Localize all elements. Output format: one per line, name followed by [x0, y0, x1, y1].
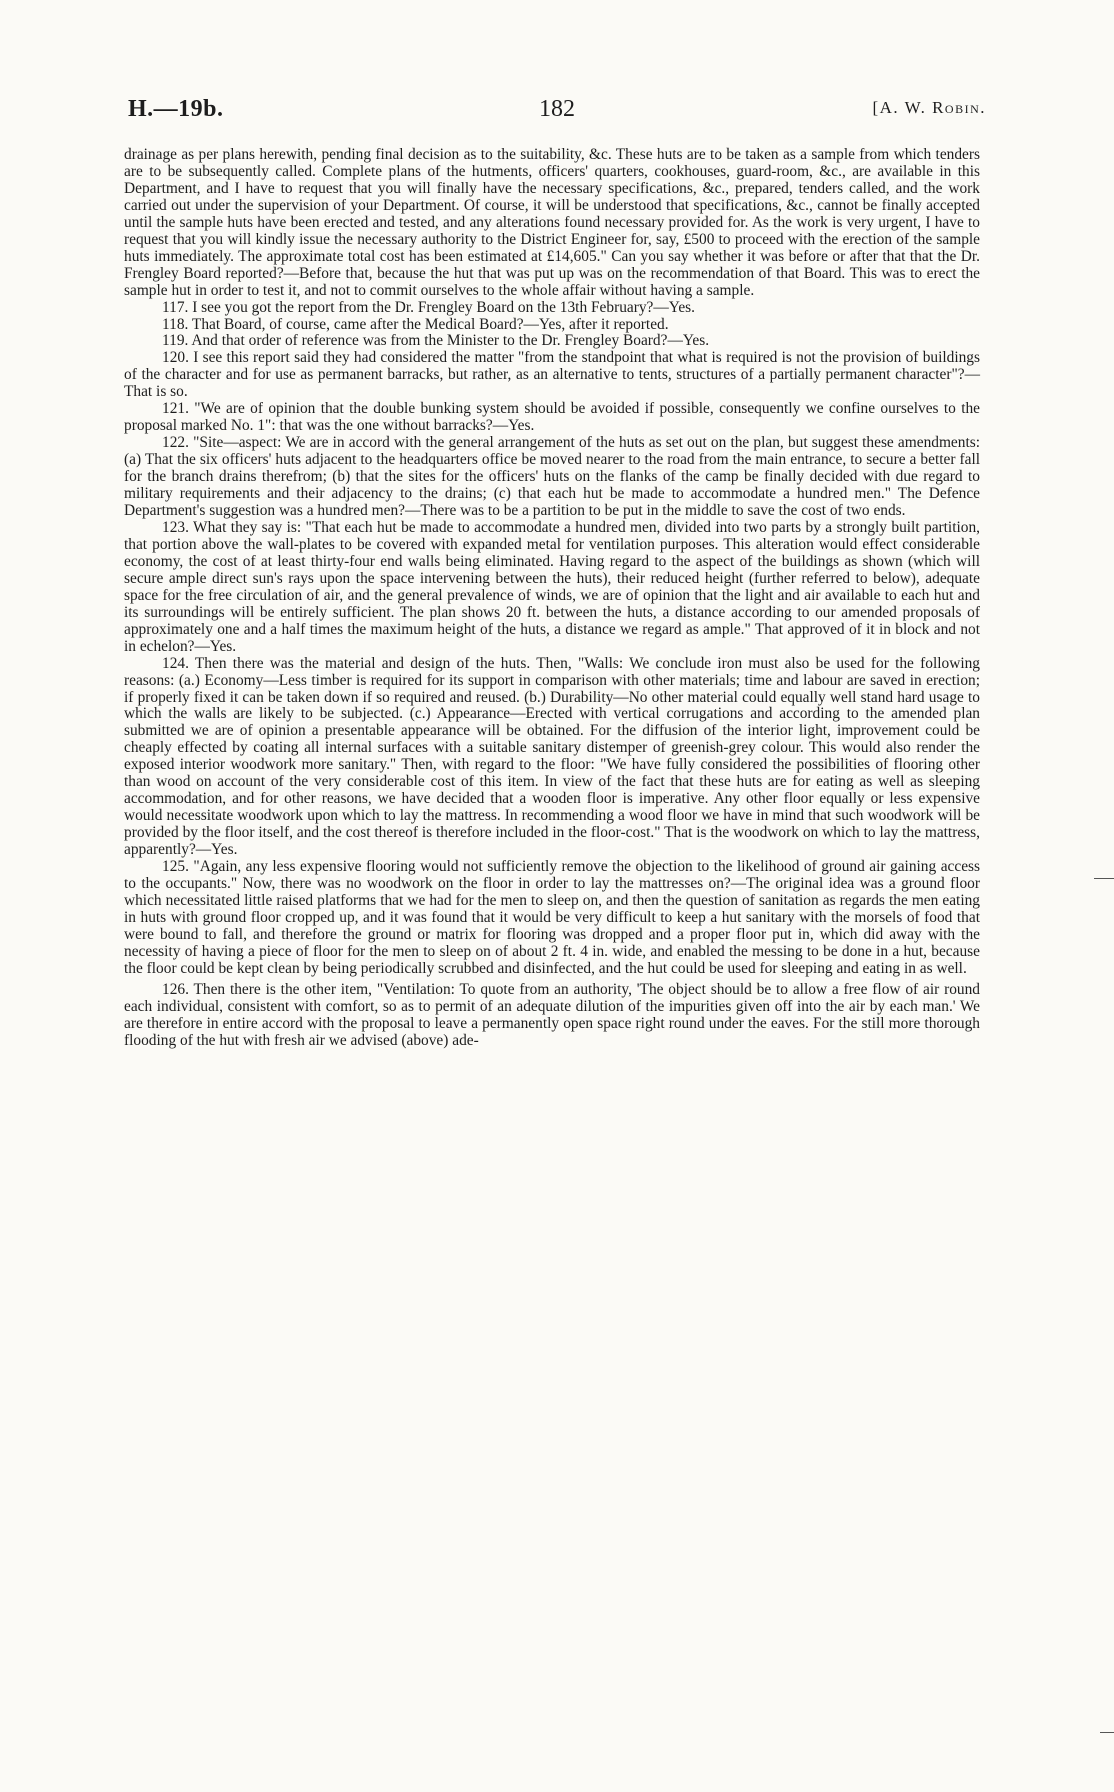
question-118: 118. That Board, of course, came after the Medical Board?—Yes, after it reported. — [162, 315, 669, 333]
margin-mark — [1094, 878, 1114, 879]
page-header — [128, 96, 986, 124]
question-125: 125. "Again, any less expensive flooring would not sufficiently remove the objection to the likelihood of ground air gaining access to the occupants." Now, there was no woodwork on the floor in order to lay the mattresses on?—The original idea was a ground floor which necessitated little raised platforms that we had for the men to sleep on, and then the question of sanitation as regards the men eating in huts with ground floor cropped up, and it was found that it would be very difficult to keep a hut sanitary with the morsels of food that were bound to fall, and therefore the ground or matrix for flooring was dropped and a proper floor put in, which did away with the necessity of having a piece of floor for the men to sleep on of about 2 ft. 4 in. wide, and enabled the messing to be done in a hut, because the floor could be kept clean by being periodically scrubbed and disinfected, and the hut could be used for sleeping and eating in as well. — [124, 858, 980, 977]
body-text — [124, 147, 980, 1050]
question-117: 117. I see you got the report from the Dr. Frengley Board on the 13th February?—Yes. — [162, 298, 696, 316]
question-121: 121. "We are of opinion that the double bunking system should be avoided if possible, consequently we confine ourselves to the proposal marked No. 1": that was the one without barracks?—Yes. — [124, 400, 980, 435]
paragraph-continued: drainage as per plans herewith, pending final decision as to the suitability, &c. These huts are to be taken as a sample from which tenders are to be subsequently called. Complete plans of the hutments, officers' quarters, cookhouses, guard-room, &c., are available in this Department, and I have to request that you will finally have the necessary specifications, &c., prepared, tenders called, and the work carried out under the supervision of your Department. Of course, it will be understood that specifications, &c., cannot be finally accepted until the sample huts have been erected and tested, and any alterations found necessary provided for. As the work is very urgent, I have to request that you will kindly issue the necessary authority to the District Engineer for, say, £500 to proceed with the erection of the sample huts immediately. The approximate total cost has been estimated at £14,605." Can you say whether it was before or after that that the Dr. Frengley Board reported?—Before that, because the hut that was put up was on the recommendation of that Board. This was to erect the sample hut in order to test it, and not to commit ourselves to the whole affair without having a sample. — [124, 146, 980, 299]
witness-name: [A. W. Robin. — [872, 98, 986, 117]
document-code: H.—19b. — [128, 96, 224, 122]
question-124: 124. Then there was the material and design of the huts. Then, "Walls: We conclude iron must also be used for the following reasons: (a.) Economy—Less timber is required for its support in comparison with other materials; time and labour are saved in erection; if properly fixed it can be taken down if so required and reused. (b.) Durability—No other material could equally well stand hard usage to which the walls are likely to be subjected. (c.) Appearance—Erected with vertical corrugations and according to the amended plan submitted we are of opinion a presentable appearance will be obtained. For the diffusion of the interior light, improvement could be cheaply effected by coating all internal surfaces with a suitable sanitary distemper of greenish-grey colour. This would also render the exposed interior woodwork more sanitary." Then, with regard to the floor: "We have fully considered the possibilities of flooring other than wood on account of the very considerable cost of this item. In view of the fact that these huts are for eating as well as sleeping accommodation, and for other reasons, we have decided that a wooden floor is imperative. Any other floor equally or less expensive would necessitate woodwork upon which to lay the mattress. In recommending a wood floor we have in mind that such woodwork will be provided by the floor itself, and the cost thereof is therefore included in the floor-cost." That is the woodwork on which to lay the mattress, apparently?—Yes. — [124, 654, 980, 859]
page-number: 182 — [539, 96, 575, 122]
question-122: 122. "Site—aspect: We are in accord with the general arrangement of the huts as set out on the plan, but suggest these amendments: (a) That the six officers' huts adjacent to the headquarters office be moved nearer to the road from the main entrance, to secure a better fall for the branch drains therefrom; (b) that the sites for the officers' huts on the flanks of the camp be finally decided with due regard to military requirements and their adjacency to the drains; (c) that each hut be made to accommodate a hundred men." The Defence Department's suggestion was a hundred men?—There was to be a partition to be put in the middle to save the cost of two ends. — [124, 434, 980, 520]
margin-mark — [1100, 1732, 1114, 1733]
question-123: 123. What they say is: "That each hut be made to accommodate a hundred men, divided into two parts by a strongly built partition, that portion above the wall-plates to be covered with expanded metal for ventilation purposes. This alteration would effect considerable economy, the cost of at least thirty-four end walls being eliminated. Having regard to the aspect of the buildings as shown (which will secure ample direct sun's rays upon the space intervening between the huts), their reduced height (further referred to below), adequate space for the free circulation of air, and the general prevalence of winds, we are of opinion that the light and air available to each hut and its surroundings will be entirely sufficient. The plan shows 20 ft. between the huts, a distance according to our amended proposals of approximately one and a half times the maximum height of the huts, a distance we regard as ample." That approved of it in block and not in echelon?—Yes. — [124, 518, 980, 655]
question-120: 120. I see this report said they had considered the matter "from the standpoint that what is required is not the provision of buildings of the character and for use as permanent barracks, but rather, as an alternative to tents, structures of a partially permanent character"?—That is so. — [124, 349, 980, 401]
question-126: 126. Then there is the other item, "Ventilation: To quote from an authority, 'The object should be to allow a free flow of air round each individual, consistent with comfort, so as to permit of an adequate dilution of the impurities given off into the air by each man.' We are therefore in entire accord with the proposal to leave a permanently open space right round under the eaves. For the still more thorough flooding of the hut with fresh air we advised (above) ade- — [124, 980, 980, 1049]
question-119: 119. And that order of reference was from the Minister to the Dr. Frengley Board?—Yes. — [162, 332, 710, 350]
